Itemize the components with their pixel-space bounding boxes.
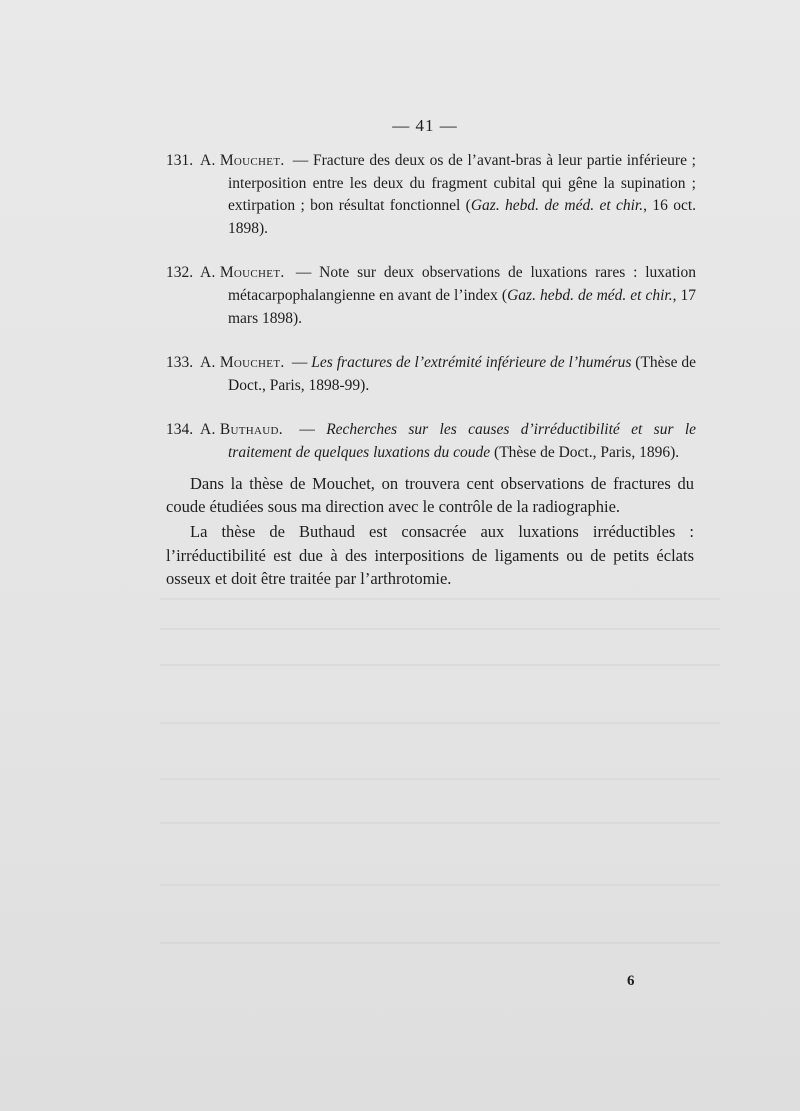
show-through-line (160, 628, 720, 630)
entry-text: — Note sur deux observations de luxations rares : luxation métacarpophalangienne en avant de l’index ( (228, 264, 696, 304)
body-paragraph: La thèse de Buthaud est consacrée aux luxations irréductibles : l’irréductibilité est due à des interpositions de ligaments ou de petits éclats osseux et doit être traitée par l’arthrotomie. (166, 522, 694, 588)
entry-author: A. Mouchet. (200, 354, 285, 372)
signature-mark: 6 (627, 973, 635, 989)
show-through-line (160, 722, 720, 724)
bibliography-entry (166, 150, 696, 240)
page-number: — 41 — (392, 116, 458, 135)
entry-text: — (288, 421, 327, 439)
entry-number: 132. (166, 264, 194, 282)
entry-number: 131. (166, 152, 194, 169)
show-through-line (160, 664, 720, 666)
entry-number: 133. (166, 354, 194, 372)
entry-italic: Gaz. hebd. de méd. et chir. (470, 197, 644, 215)
entry-text: — (288, 354, 312, 372)
entry-italic: Les fractures de l’extrémité inférieure de l’humérus (311, 354, 632, 372)
entry-text-end: , 17 mars 1898). (228, 286, 696, 327)
bibliography-entry (166, 352, 696, 397)
bibliography-entry (166, 419, 696, 464)
entry-text: — Fracture des deux os de l’avant-bras à leur partie inférieure ; interposition entre les deux du fragment cubital qui gêne la supination ; extirpation ; bon résultat fonctionnel ( (228, 152, 696, 215)
entry-text-end: (Thèse de Doct., Paris, 1898-99). (228, 354, 697, 394)
entry-number: 134. (166, 421, 194, 439)
entry-text-end: , 16 oct. 1898). (228, 197, 697, 237)
show-through-line (160, 822, 720, 824)
show-through-line (160, 778, 720, 780)
entry-italic: Gaz. hebd. de méd. et chir. (507, 286, 673, 304)
bibliography-list (166, 150, 696, 487)
entry-italic: Recherches sur les causes d’irréductibilité et sur le traitement de quelques luxations du coude (228, 421, 696, 461)
bibliography-entry (166, 262, 696, 330)
entry-text-end: (Thèse de Doct., Paris, 1896). (490, 443, 680, 461)
show-through-line (160, 942, 720, 944)
entry-author: A. Buthaud. (200, 421, 283, 439)
entry-author: A. Mouchet. (200, 152, 285, 169)
show-through-line (160, 598, 720, 600)
entry-author: A. Mouchet. (200, 264, 285, 282)
show-through-line (160, 884, 720, 886)
body-text (166, 472, 694, 592)
body-paragraph: Dans la thèse de Mouchet, on trouvera cent observations de fractures du coude étudiées sous ma direction avec le contrôle de la radiographie. (166, 474, 694, 517)
